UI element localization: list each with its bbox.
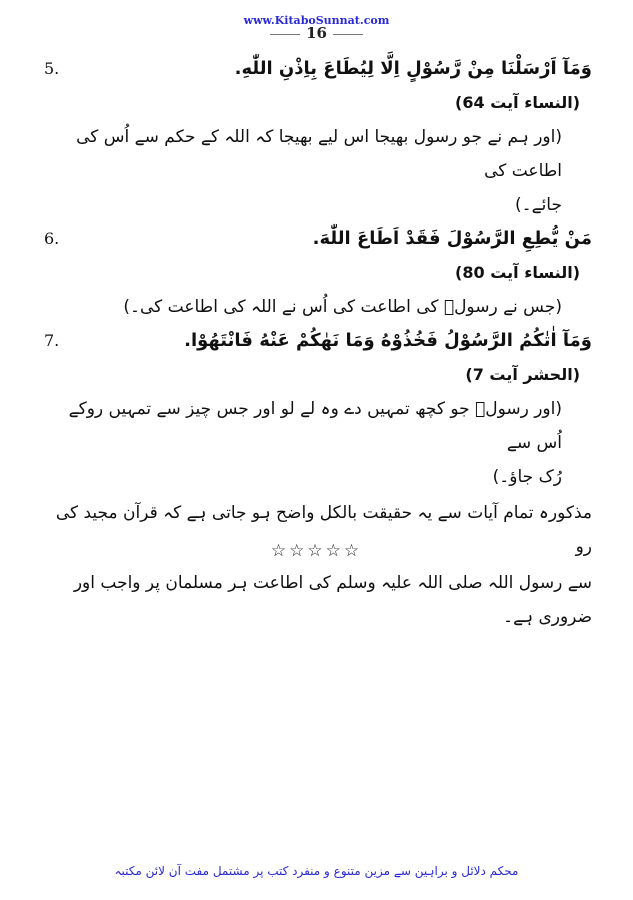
verse-number: 6.: [44, 229, 60, 248]
verse-reference: (النساء آیت 64): [455, 93, 580, 112]
verse-reference: (النساء آیت 80): [455, 263, 580, 282]
footer-tagline: محکم دلائل و براہین سے مزین متنوع و منفرد کتب پر مشتمل مفت آن لائن مکتبہ: [114, 864, 519, 878]
verse-5: [44, 52, 592, 86]
verse-reference: (الحشر آیت 7): [465, 365, 580, 384]
verse-number: 7.: [44, 331, 60, 350]
verse-translation-line: رُک جاؤ۔): [492, 467, 562, 487]
verse-translation-line: (جس نے رسولؐ کی اطاعت کی اُس نے اللہ کی اطاعت کی۔): [123, 297, 562, 317]
page-number: 16: [0, 24, 633, 42]
verse-translation-line: (اور ہم نے جو رسول بھیجا اس لیے بھیجا کہ اللہ کے حکم سے اُس کی اطاعت کی: [76, 127, 562, 181]
verse-6: [44, 222, 592, 256]
verse-arabic: وَمَآ اَرْسَلْنَا مِنْ رَّسُوْلٍ اِلَّا لِيُطَاعَ بِاِذْنِ اللّٰهِ.: [234, 58, 592, 79]
verse-7: [44, 324, 592, 358]
verse-translation-line: جائے۔): [515, 195, 562, 215]
verse-arabic: وَمَآ اٰتٰكُمُ الرَّسُوْلُ فَخُذُوْهُ وَمَا نَهٰكُمْ عَنْهُ فَانْتَهُوْا.: [184, 330, 592, 351]
conclusion-line: مذکورہ تمام آیات سے یہ حقیقت بالکل واضح ہو جاتی ہے کہ قرآن مجید کی رو: [55, 503, 592, 557]
conclusion-line: سے رسول اللہ صلی اللہ علیہ وسلم کی اطاعت ہر مسلمان پر واجب اور ضروری ہے۔: [73, 573, 592, 627]
verse-arabic: مَنْ يُّطِعِ الرَّسُوْلَ فَقَدْ اَطَاعَ اللّٰهَ.: [312, 228, 592, 249]
verse-translation-line: (اور رسولؐ جو کچھ تمہیں دے وہ لے لو اور جس چیز سے تمہیں روکے اُس سے: [68, 399, 562, 453]
verse-number: 5.: [44, 59, 60, 78]
stars-divider: ☆☆☆☆☆: [270, 541, 363, 561]
site-url[interactable]: www.KitaboSunnat.com: [243, 14, 390, 27]
